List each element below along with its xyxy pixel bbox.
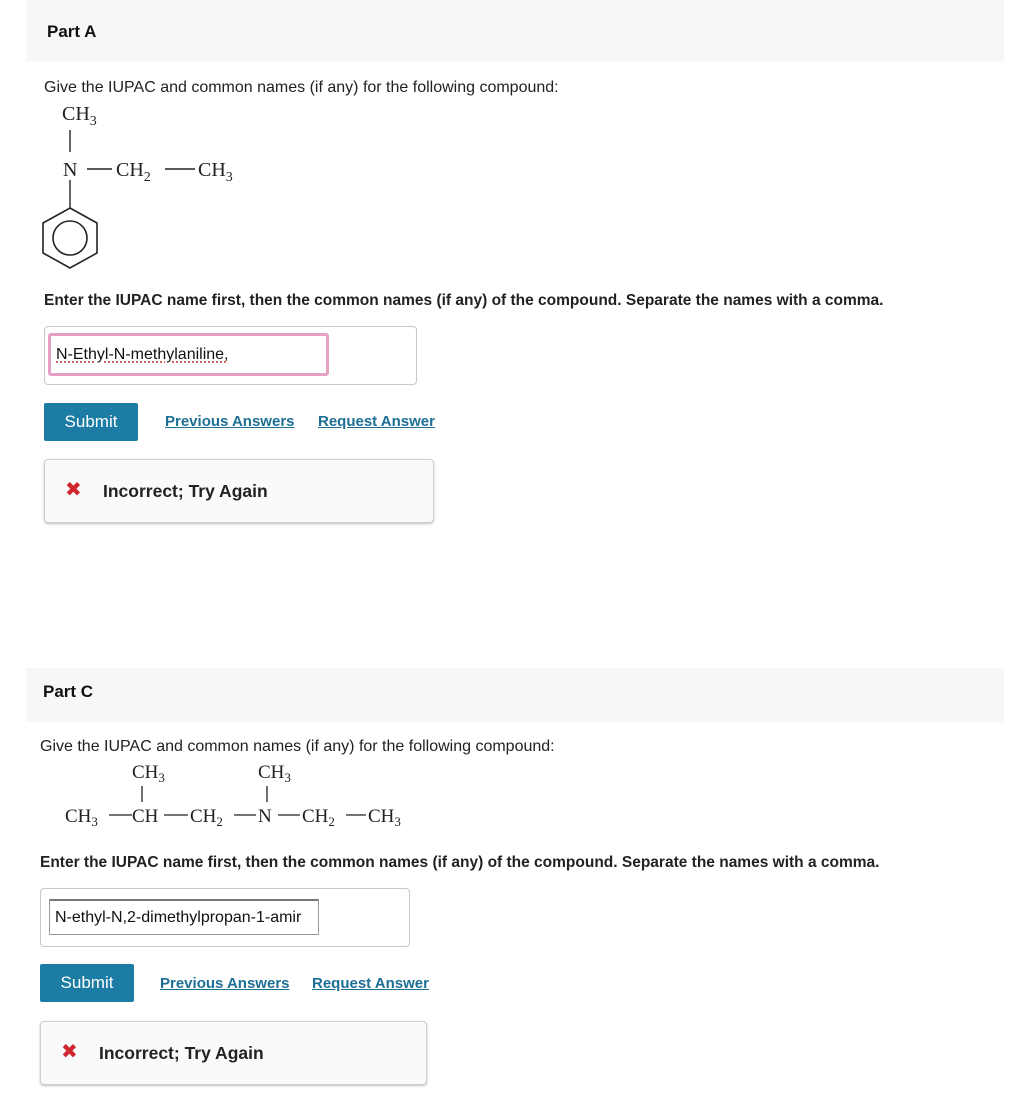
part-c-answer-input[interactable] <box>49 899 319 935</box>
part-c-ch2-b: $CH_2$ <box>302 806 335 829</box>
part-a-previous-answers-link[interactable]: Previous Answers <box>165 413 295 430</box>
part-c-right-ch3: $CH_3$ <box>368 806 401 829</box>
part-a-answer-input[interactable] <box>48 333 329 376</box>
part-c-ch: CH <box>132 806 159 827</box>
part-c-prompt: Give the IUPAC and common names (if any) for the following compound: <box>40 738 555 755</box>
part-a-prompt: Give the IUPAC and common names (if any) for the following compound: <box>44 79 559 96</box>
part-c-ch-branch: $CH_3$ <box>132 762 165 785</box>
part-c-title: Part C <box>43 682 94 701</box>
part-c-n-branch: $CH_3$ <box>258 762 291 785</box>
part-a-title: Part A <box>47 22 97 41</box>
part-c-instruction: Enter the IUPAC name first, then the common names (if any) of the compound. Separate the names with a comma. <box>40 854 880 871</box>
part-a-request-answer-link[interactable]: Request Answer <box>318 413 435 430</box>
part-c-feedback <box>40 1021 427 1085</box>
part-c-previous-answers-link[interactable]: Previous Answers <box>160 975 290 992</box>
part-c-submit-button[interactable]: Submit <box>40 964 134 1002</box>
part-c-ch2-a: $CH_2$ <box>190 806 223 829</box>
part-a-instruction: Enter the IUPAC name first, then the common names (if any) of the compound. Separate the names with a comma. <box>44 292 884 309</box>
part-a-feedback <box>44 459 434 523</box>
part-a-ch3-right: $CH_3$ <box>198 159 233 185</box>
part-a-submit-button[interactable]: Submit <box>44 403 138 441</box>
part-a-header <box>26 0 1004 62</box>
part-c-left-ch3: $CH_3$ <box>65 806 98 829</box>
part-c-structure <box>62 756 442 829</box>
part-c-n-atom: N <box>258 806 272 827</box>
part-a-benzene-ring <box>43 208 97 268</box>
part-c-header <box>26 668 1004 722</box>
part-c-request-answer-link[interactable]: Request Answer <box>312 975 429 992</box>
part-c-feedback-message: Incorrect; Try Again <box>99 1043 264 1063</box>
part-a-ch3-top: $CH_3$ <box>62 103 97 129</box>
part-a-ch2: $CH_2$ <box>116 159 151 185</box>
part-a-structure <box>40 96 280 276</box>
part-a-n-atom: N <box>63 159 78 181</box>
x-mark-icon: ✖ <box>65 479 82 501</box>
x-mark-icon: ✖ <box>61 1041 78 1063</box>
part-a-feedback-message: Incorrect; Try Again <box>103 481 268 501</box>
